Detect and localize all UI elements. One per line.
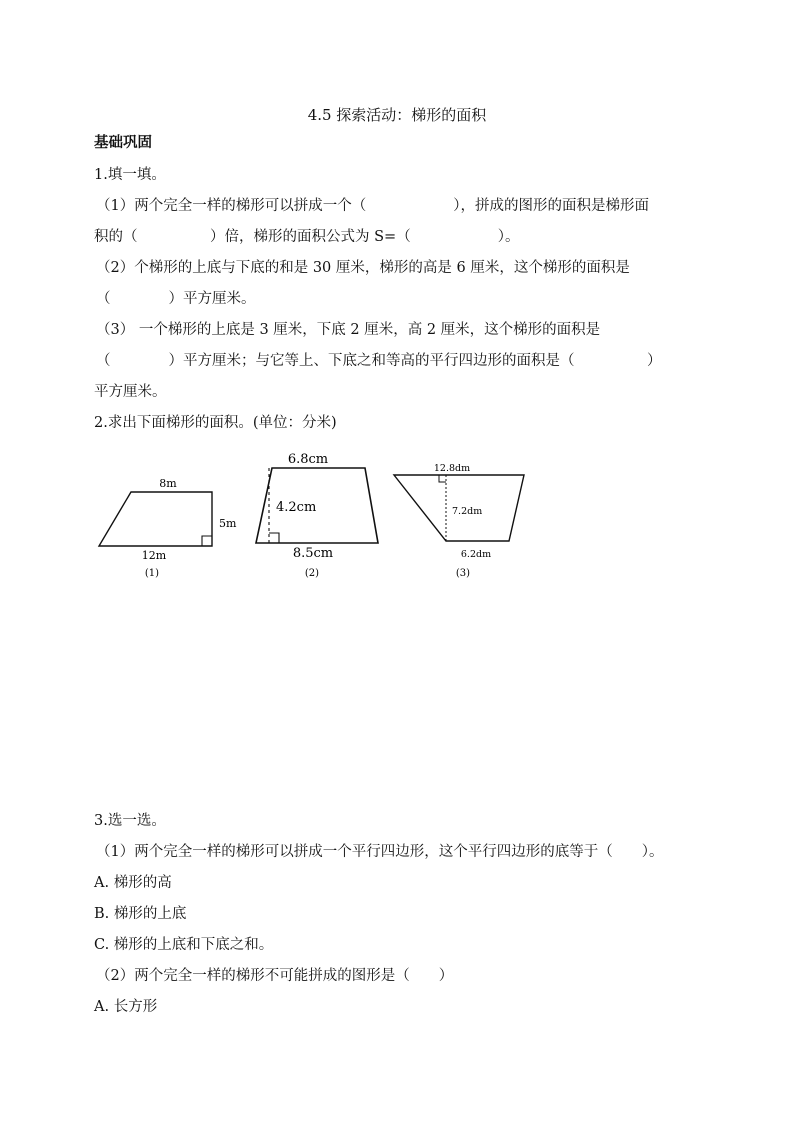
q3-part2-option-a: A. 长方形 (94, 999, 158, 1015)
q1-part1-line1: （1）两个完全一样的梯形可以拼成一个（ ），拼成的图形的面积是梯形面 (96, 198, 649, 214)
trapezoid-3-caption: (3) (455, 568, 471, 579)
right-angle-marker (202, 536, 212, 546)
trapezoid-1-shape (99, 492, 212, 546)
q3-part2: （2）两个完全一样的梯形不可能拼成的图形是（ ） (96, 968, 454, 984)
section-heading-basic: 基础巩固 (94, 134, 152, 151)
trapezoid-figures (90, 448, 540, 592)
trapezoid-2-top-label: 6.8cm (287, 452, 329, 467)
trapezoid-2-bottom-label: 8.5cm (292, 546, 334, 561)
trapezoid-1-caption: (1) (144, 568, 160, 579)
q1-part3-line1: （3） 一个梯形的上底是 3 厘米，下底 2 厘米，高 2 厘米，这个梯形的面积是 (96, 322, 601, 338)
q1-part3-line3: 平方厘米。 (94, 384, 167, 400)
trapezoid-2-caption: (2) (304, 568, 320, 579)
q1-part2-line1: （2）个梯形的上底与下底的和是 30 厘米，梯形的高是 6 厘米，这个梯形的面积是 (96, 260, 630, 276)
trapezoid-figure-3 (394, 463, 524, 579)
q3-part1-option-b: B. 梯形的上底 (94, 906, 187, 922)
right-angle-marker (439, 475, 446, 482)
trapezoid-figures-svg (90, 448, 540, 588)
trapezoid-1-top-label: 8m (159, 477, 177, 490)
q1-heading: 1.填一填。 (94, 167, 166, 183)
q2-heading: 2.求出下面梯形的面积。(单位：分米) (94, 415, 337, 431)
q3-part1: （1）两个完全一样的梯形可以拼成一个平行四边形，这个平行四边形的底等于（ ）。 (96, 844, 664, 860)
q1-part3-line2: （ ）平方厘米；与它等上、下底之和等高的平行四边形的面积是（ ） (96, 353, 662, 369)
q1-part2-line2: （ ）平方厘米。 (96, 291, 256, 307)
trapezoid-figure-2 (256, 452, 378, 579)
q3-part1-option-c: C. 梯形的上底和下底之和。 (94, 937, 274, 953)
trapezoid-1-bottom-label: 12m (141, 549, 167, 562)
page-title: 4.5 探索活动：梯形的面积 (307, 106, 487, 124)
q3-part1-option-a: A. 梯形的高 (94, 875, 172, 891)
trapezoid-2-shape (256, 468, 378, 543)
trapezoid-3-top-label: 12.8dm (433, 463, 471, 474)
trapezoid-3-height-label: 7.2dm (452, 506, 483, 517)
q1-part1-line2: 积的（ ）倍，梯形的面积公式为 S=（ ）。 (94, 229, 520, 245)
right-angle-marker (269, 533, 279, 543)
q3-heading: 3.选一选。 (94, 813, 166, 829)
trapezoid-1-side-label: 5m (219, 517, 237, 530)
trapezoid-3-bottom-label: 6.2dm (460, 549, 492, 560)
trapezoid-figure-1 (99, 477, 237, 579)
trapezoid-2-height-label: 4.2cm (276, 500, 317, 515)
